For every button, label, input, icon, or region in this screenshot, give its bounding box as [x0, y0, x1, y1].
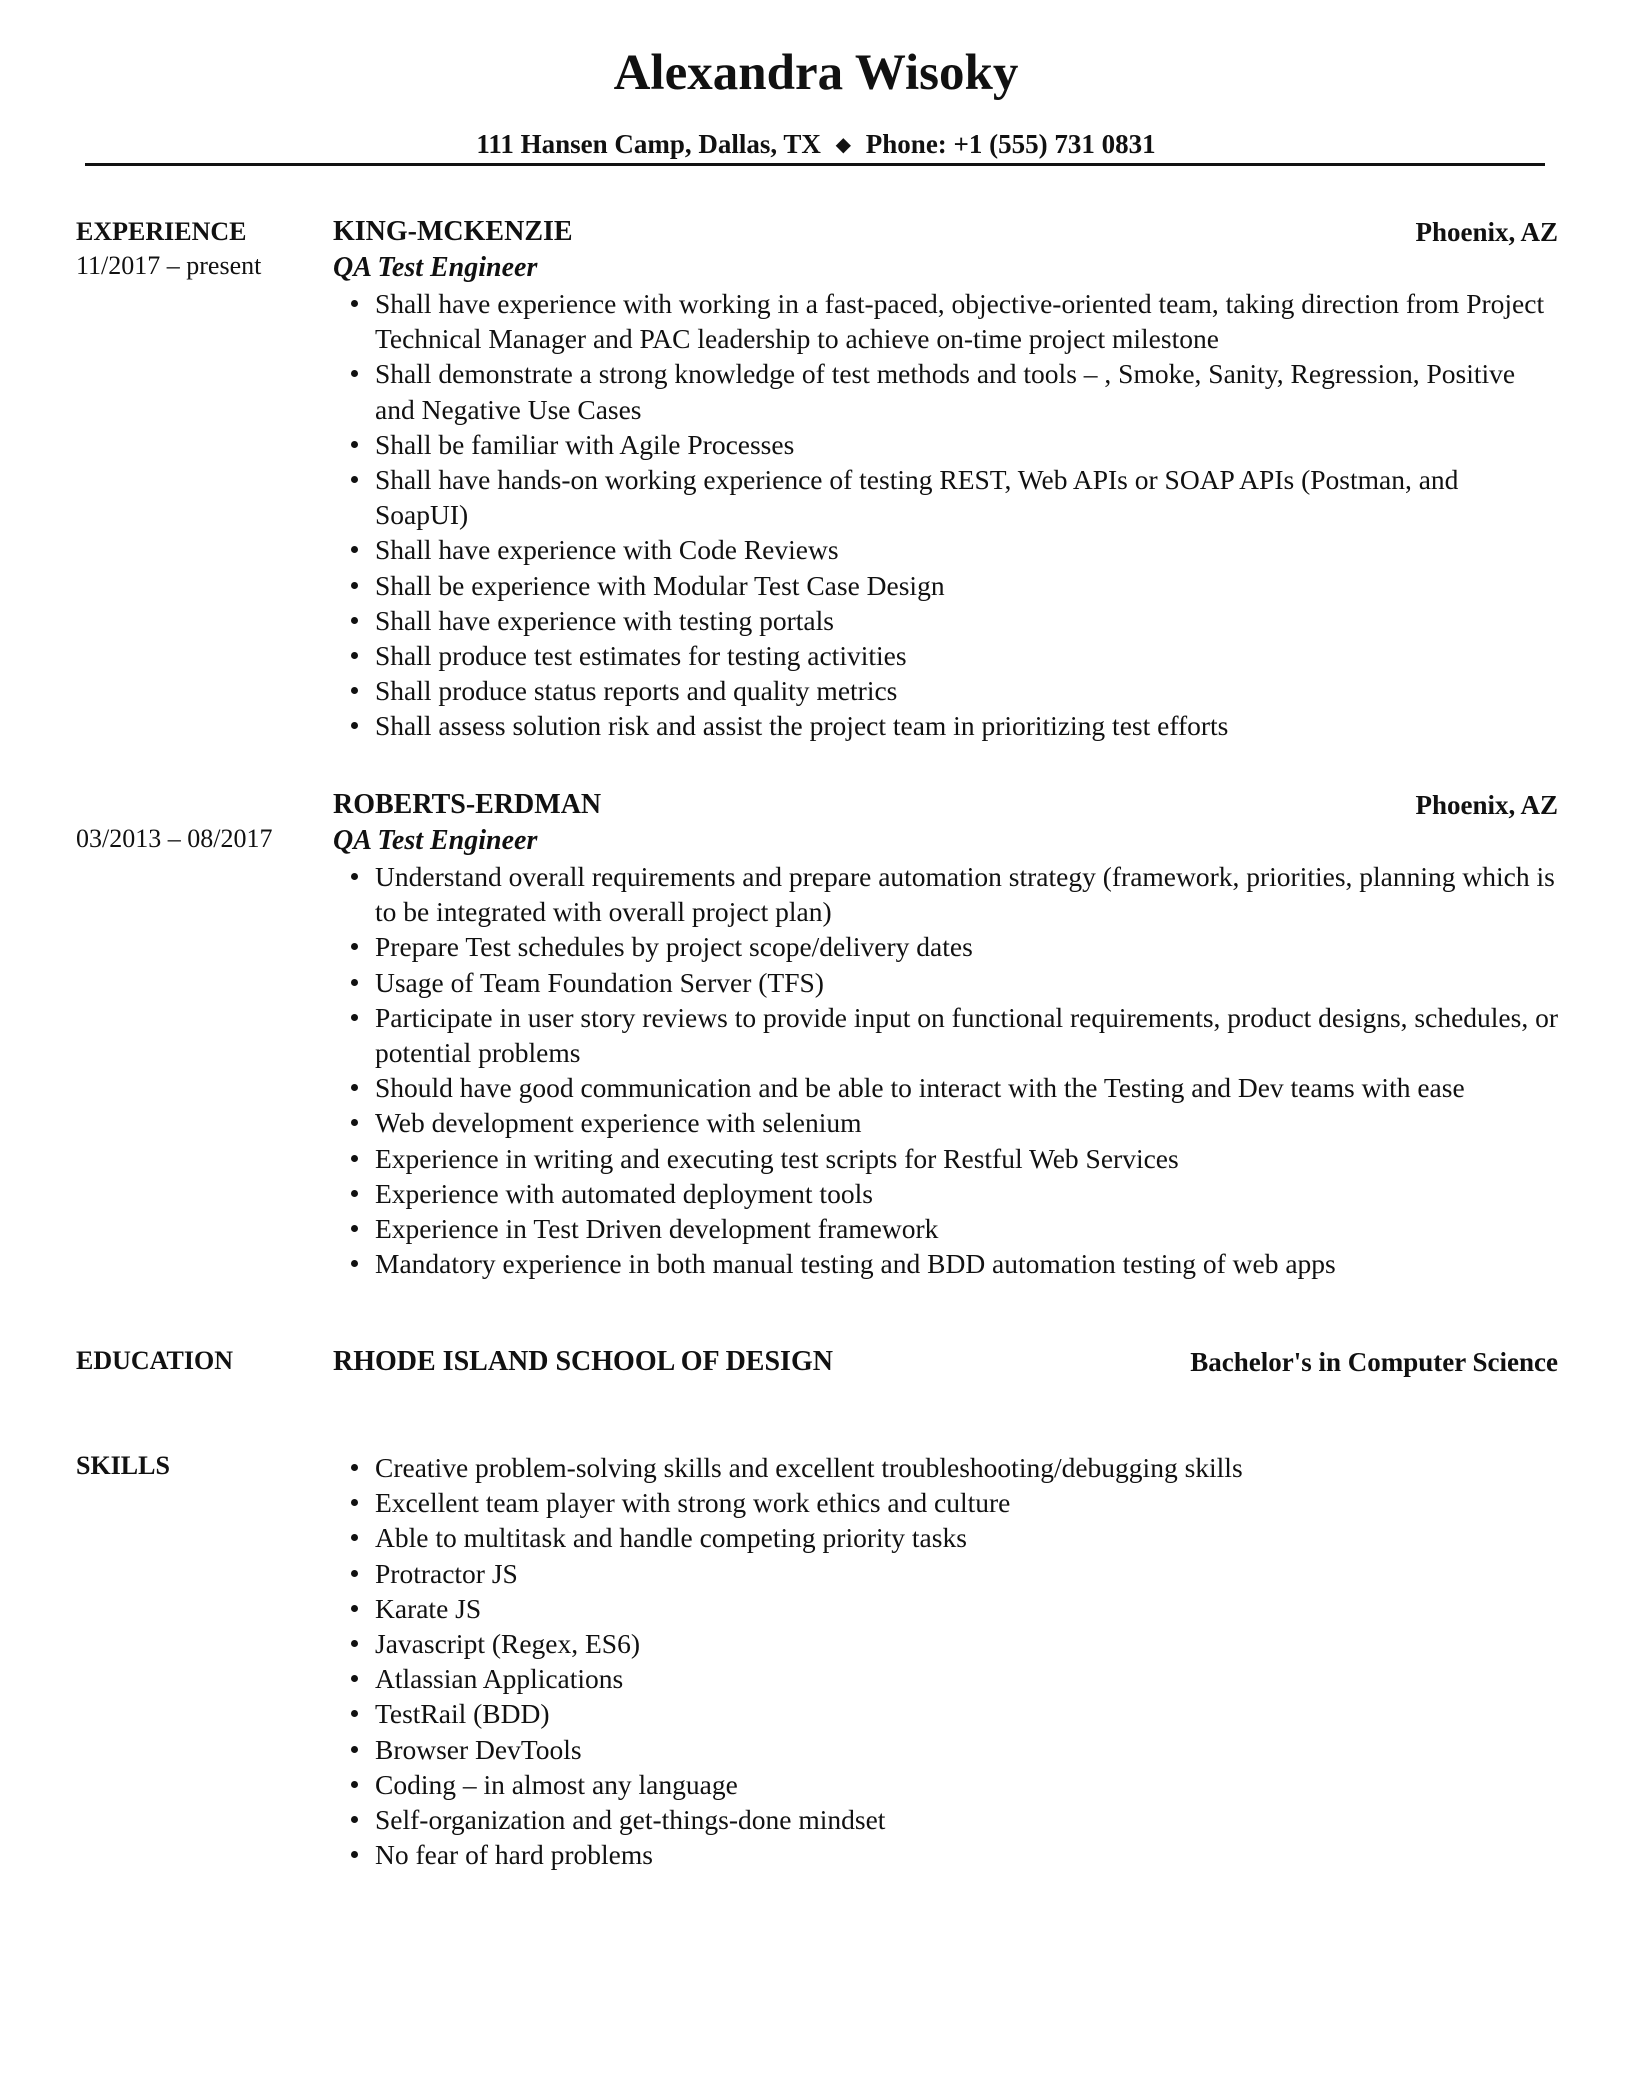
list-item: Experience in Test Driven development framework: [375, 1211, 1558, 1246]
list-item: Self-organization and get-things-done mindset: [375, 1802, 1558, 1837]
skills-section-label: SKILLS: [76, 1451, 170, 1480]
list-item: Should have good communication and be able to interact with the Testing and Dev teams with ease: [375, 1070, 1558, 1105]
list-item: Experience with automated deployment tools: [375, 1176, 1558, 1211]
list-item: Shall assess solution risk and assist the project team in prioritizing test efforts: [375, 708, 1558, 743]
address: 111 Hansen Camp, Dallas, TX: [476, 129, 821, 159]
list-item: Javascript (Regex, ES6): [375, 1626, 1558, 1661]
company-name: ROBERTS-ERDMAN: [333, 789, 602, 820]
experience-section-label: EXPERIENCE: [76, 217, 247, 246]
job-dates: 03/2013 – 08/2017: [76, 824, 273, 853]
list-item: Shall be familiar with Agile Processes: [375, 427, 1558, 462]
list-item: Shall produce status reports and quality metrics: [375, 673, 1558, 708]
list-item: No fear of hard problems: [375, 1837, 1558, 1872]
job-bullets: [333, 859, 1558, 1281]
job-header: [333, 214, 1558, 250]
list-item: Karate JS: [375, 1591, 1558, 1626]
skills-list: [333, 1450, 1558, 1872]
list-item: Usage of Team Foundation Server (TFS): [375, 965, 1558, 1000]
list-item: Excellent team player with strong work ethics and culture: [375, 1485, 1558, 1520]
list-item: TestRail (BDD): [375, 1696, 1558, 1731]
job-header: [333, 787, 1558, 823]
list-item: Shall have hands-on working experience of testing REST, Web APIs or SOAP APIs (Postman, and SoapUI): [375, 462, 1558, 532]
list-item: Mandatory experience in both manual testing and BDD automation testing of web apps: [375, 1246, 1558, 1281]
list-item: Browser DevTools: [375, 1732, 1558, 1767]
list-item: Able to multitask and handle competing priority tasks: [375, 1520, 1558, 1555]
job-title: QA Test Engineer: [333, 252, 538, 283]
job-title: QA Test Engineer: [333, 825, 538, 856]
candidate-name: Alexandra Wisoky: [613, 45, 1019, 101]
job-dates: 11/2017 – present: [76, 251, 262, 280]
job-location: Phoenix, AZ: [1415, 790, 1558, 820]
list-item: Shall be experience with Modular Test Case Design: [375, 568, 1558, 603]
list-item: Atlassian Applications: [375, 1661, 1558, 1696]
education-header: [333, 1344, 1558, 1380]
list-item: Shall have experience with testing portals: [375, 603, 1558, 638]
job-location: Phoenix, AZ: [1415, 217, 1558, 247]
degree: Bachelor's in Computer Science: [1190, 1347, 1558, 1377]
list-item: Web development experience with selenium: [375, 1105, 1558, 1140]
header-divider: [85, 163, 1545, 166]
job-bullets: [333, 286, 1558, 744]
list-item: Shall produce test estimates for testing activities: [375, 638, 1558, 673]
list-item: Experience in writing and executing test scripts for Restful Web Services: [375, 1141, 1558, 1176]
list-item: Protractor JS: [375, 1556, 1558, 1591]
contact-line: [0, 125, 1632, 164]
list-item: Participate in user story reviews to provide input on functional requirements, product designs, schedules, or potential problems: [375, 1000, 1558, 1070]
company-name: KING-MCKENZIE: [333, 216, 573, 247]
diamond-separator-icon: ◆: [835, 134, 852, 156]
list-item: Shall demonstrate a strong knowledge of test methods and tools – , Smoke, Sanity, Regression, Positive and Negative Use Cases: [375, 356, 1558, 426]
phone: Phone: +1 (555) 731 0831: [865, 129, 1156, 159]
list-item: Creative problem-solving skills and excellent troubleshooting/debugging skills: [375, 1450, 1558, 1485]
education-section-label: EDUCATION: [76, 1346, 233, 1375]
list-item: Shall have experience with Code Reviews: [375, 532, 1558, 567]
list-item: Prepare Test schedules by project scope/delivery dates: [375, 929, 1558, 964]
list-item: Coding – in almost any language: [375, 1767, 1558, 1802]
school-name: RHODE ISLAND SCHOOL OF DESIGN: [333, 1346, 833, 1377]
list-item: Understand overall requirements and prepare automation strategy (framework, priorities, planning which is to be integrated with overall project plan): [375, 859, 1558, 929]
list-item: Shall have experience with working in a fast-paced, objective-oriented team, taking direction from Project Technical Manager and PAC leadership to achieve on-time project milestone: [375, 286, 1558, 356]
